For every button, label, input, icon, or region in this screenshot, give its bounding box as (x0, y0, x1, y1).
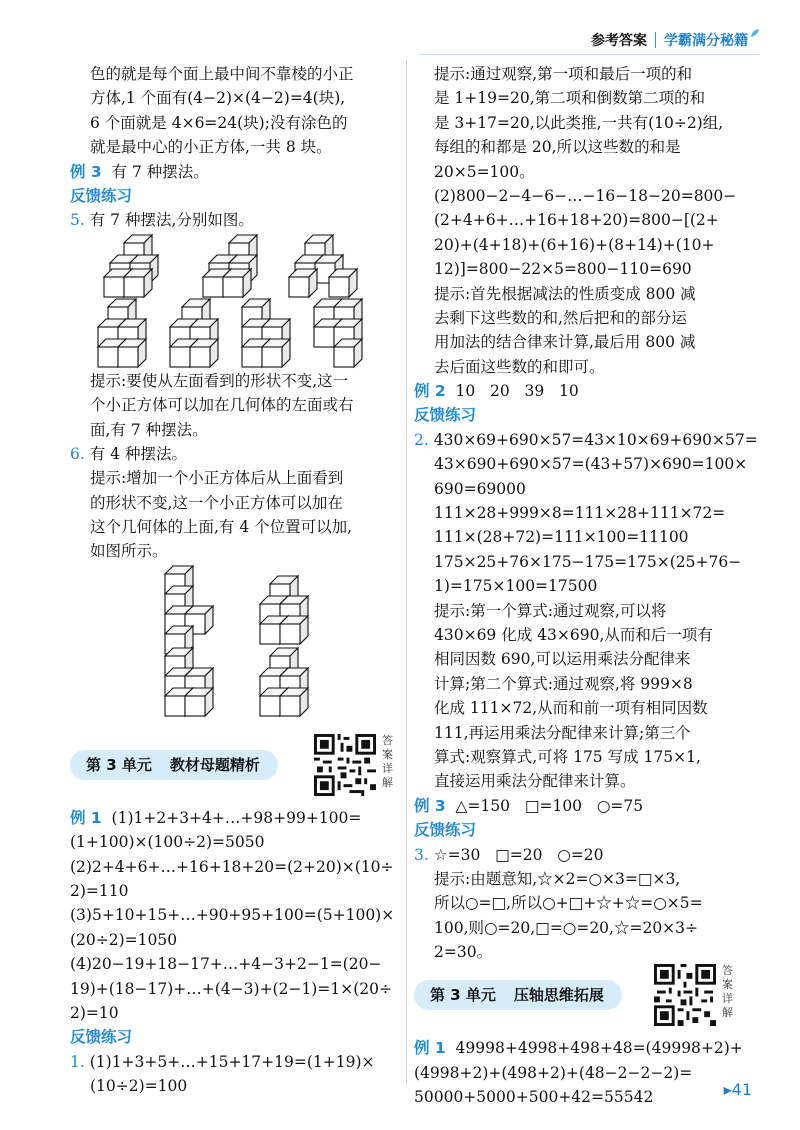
question-text: (1)1+3+5+…+15+17+19=(1+19)× (89, 1052, 375, 1071)
example-label: 例 3 (70, 162, 102, 181)
unit-number: 第 3 单元 (86, 755, 152, 774)
unit-banner (414, 964, 750, 1036)
text-line: 111×(28+72)=111×100=11100 (434, 528, 689, 547)
question-number: 5. (70, 211, 85, 230)
question-number: 6. (70, 444, 85, 463)
hint-line: 提示:要使从左面看到的形状不变,这一 (90, 371, 349, 390)
unit-title-pill (414, 980, 622, 1010)
hint-line: 20×5=100。 (434, 162, 535, 181)
hint-line: 用加法的结合律来计算,最后用 800 减 (434, 333, 696, 352)
text-line: 方体,1 个面有(4−2)×(4−2)=4(块), (90, 89, 346, 108)
question-number: 1. (70, 1052, 85, 1071)
example-label: 例 2 (414, 382, 446, 401)
hint-line: 提示:通过观察,第一项和最后一项的和 (434, 65, 693, 83)
example-1 (414, 1036, 750, 1060)
cube-figure-seven (70, 233, 400, 369)
example-3 (70, 160, 400, 184)
text-line: 175×25+76×175−175=175×(25+76− (434, 552, 742, 571)
unit-name: 教材母题精析 (169, 755, 260, 774)
unit-title-pill (70, 750, 278, 780)
hint-line: 相同因数 690,可以运用乘法分配律来 (434, 650, 691, 669)
hint-line: 提示:增加一个小正方体后从上面看到 (90, 469, 344, 488)
question-6 (70, 442, 400, 466)
question-number: 2. (414, 430, 429, 449)
question-text: ☆=30 □=20 ○=20 (433, 845, 604, 864)
page-number: ▸41 (723, 1080, 752, 1099)
example-text: 10 20 39 10 (455, 382, 579, 401)
text-line: 6 个面就是 4×6=24(块);没有涂色的 (90, 113, 348, 132)
unit-number: 第 3 单元 (430, 986, 496, 1005)
left-column (70, 62, 400, 1099)
hint-line: 100,则○=20,□=○=20,☆=20×3÷ (434, 918, 699, 937)
hint-line: 算式:观察算式,可将 175 写成 175×1, (434, 747, 701, 766)
text-line: (20÷2)=1050 (70, 930, 178, 949)
text-line: 2)=110 (70, 882, 129, 901)
example-3 (414, 794, 750, 818)
hint-line: 2=30。 (434, 943, 493, 962)
text-line: (2)800−2−4−6−…−16−18−20=800− (434, 186, 737, 205)
text-line: (10÷2)=100 (90, 1077, 188, 1096)
example-label: 例 1 (70, 808, 102, 827)
feedback-heading: 反馈练习 (70, 1028, 133, 1047)
text-line: 690=69000 (434, 479, 526, 498)
hint-line: 个小正方体可以加在几何体的左面或右 (90, 396, 354, 415)
text-line: (4)20−19+18−17+…+4−3+2−1=(20− (70, 955, 382, 974)
hint-line: 的形状不变,这一个小正方体可以加在 (90, 493, 343, 512)
hint-line: 化成 111×72,从而和前一项有相同因数 (434, 699, 708, 718)
question-5 (70, 208, 400, 232)
qr-code-icon[interactable] (314, 734, 376, 796)
brand-label: 学霸满分秘籍 (664, 33, 748, 49)
text-line: 2)=10 (70, 1003, 119, 1022)
text-line: (3)5+10+15+…+90+95+100=(5+100)× (70, 906, 395, 925)
column-divider (406, 60, 407, 1085)
feedback-heading: 反馈练习 (414, 821, 477, 840)
example-2 (414, 379, 750, 403)
unit-name: 压轴思维拓展 (513, 986, 604, 1005)
question-number: 3. (414, 845, 429, 864)
leaf-icon (750, 28, 760, 38)
question-2 (414, 428, 758, 452)
header-rule (420, 54, 760, 55)
hint-line: 提示:第一个算式:通过观察,可以将 (434, 601, 667, 620)
hint-line: 111,再运用乘法分配律来计算;第三个 (434, 723, 691, 742)
example-text: △=150 □=100 ○=75 (455, 796, 644, 815)
question-1 (70, 1050, 400, 1074)
answer-label: 参考答案 (591, 33, 647, 49)
page-header (591, 28, 748, 52)
hint-line: 每组的和都是 20,所以这些数的和是 (434, 138, 681, 157)
hint-line: 直接运用乘法分配律来计算。 (434, 772, 636, 791)
answer-detail-label: 答案详解 (382, 733, 393, 789)
text-line: 12)]=800−22×5=800−110=690 (434, 260, 692, 279)
hint-line: 所以○=□,所以○+□+☆+☆=○×5= (434, 894, 703, 913)
hint-line: 去剩下这些数的和,然后把和的部分运 (434, 308, 687, 327)
hint-line: 是 3+17=20,以此类推,一共有(10÷2)组, (434, 113, 724, 132)
text-line: 19)+(18−17)+…+(4−3)+(2−1)=1×(20÷ (70, 979, 392, 998)
hint-line: 提示:首先根据减法的性质变成 800 减 (434, 284, 696, 303)
hint-line: 提示:由题意知,☆×2=○×3=□×3, (434, 869, 681, 888)
example-text: (1)1+2+3+4+…+98+99+100= (111, 808, 362, 827)
feedback-heading: 反馈练习 (70, 186, 133, 205)
example-1 (70, 806, 400, 830)
hint-line: 计算;第二个算式:通过观察,将 999×8 (434, 674, 693, 693)
hint-line: 如图所示。 (90, 542, 168, 561)
example-text: 有 7 种摆法。 (111, 162, 209, 181)
text-line: (2)2+4+6+…+16+18+20=(2+20)×(10÷ (70, 857, 394, 876)
example-label: 例 3 (414, 796, 446, 815)
text-line: 色的就是每个面上最中间不靠棱的小正 (90, 65, 354, 83)
text-line: 50000+5000+500+42=55542 (414, 1088, 654, 1107)
text-line: 就是最中心的小正方体,一共 8 块。 (90, 138, 332, 157)
hint-line: 是 1+19=20,第二项和倒数第二项的和 (434, 89, 706, 108)
text-line: (4998+2)+(498+2)+(48−2−2−2)= (414, 1063, 693, 1082)
hint-line: 430×69 化成 43×690,从而和后一项有 (434, 625, 713, 644)
right-column (414, 62, 758, 1110)
question-3 (414, 843, 750, 867)
question-text: 430×69+690×57=43×10×69+690×57= (433, 430, 758, 449)
example-text: 49998+4998+498+48=(49998+2)+ (455, 1039, 743, 1058)
cube-figure-four (70, 564, 400, 734)
text-line: 43×690+690×57=(43+57)×690=100× (434, 455, 748, 474)
hint-line: 面,有 7 种摆法。 (90, 420, 208, 439)
question-text: 有 4 种摆法。 (89, 444, 187, 463)
qr-code-icon[interactable] (654, 964, 716, 1026)
text-line: 1)=175×100=17500 (434, 577, 598, 596)
unit-banner (70, 734, 400, 806)
example-label: 例 1 (414, 1039, 446, 1058)
text-line: 111×28+999×8=111×28+111×72= (434, 504, 726, 523)
answer-detail-label: 答案详解 (722, 964, 733, 1020)
text-line: (2+4+6+…+16+18+20)=800−[(2+ (434, 211, 719, 230)
text-line: (1+100)×(100÷2)=5050 (70, 833, 265, 852)
question-text: 有 7 种摆法,分别如图。 (89, 211, 254, 230)
hint-line: 去后面这些数的和即可。 (434, 357, 605, 376)
feedback-heading: 反馈练习 (414, 406, 477, 425)
text-line: 20)+(4+18)+(6+16)+(8+14)+(10+ (434, 235, 715, 254)
hint-line: 这个几何体的上面,有 4 个位置可以加, (90, 518, 353, 537)
